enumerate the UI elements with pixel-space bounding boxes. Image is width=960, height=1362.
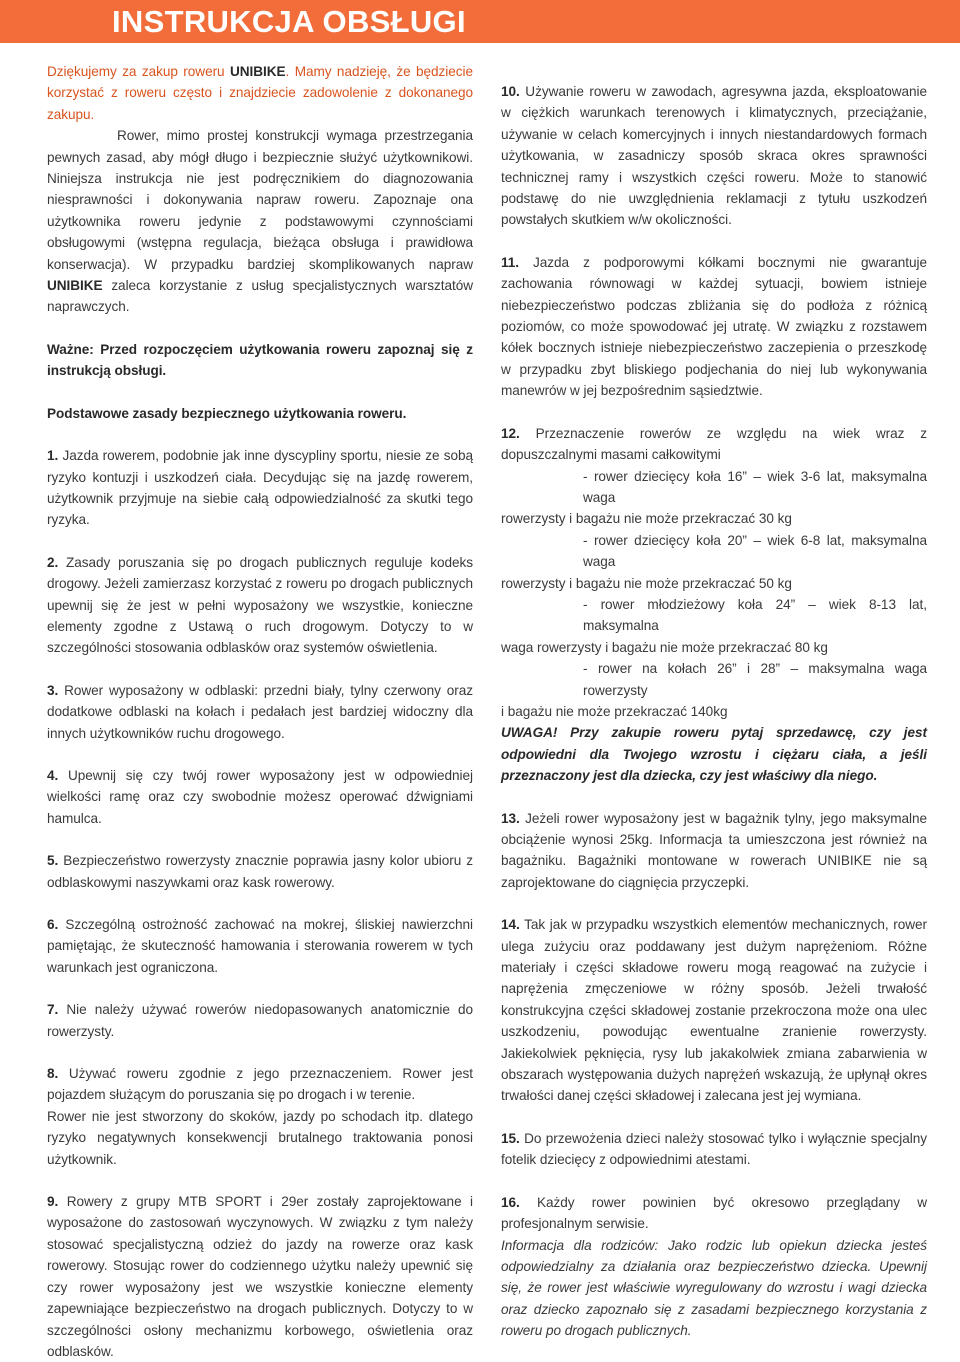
- rule-number: 6.: [47, 917, 59, 932]
- rule-item: [47, 999, 473, 1042]
- brand-name: UNIBIKE: [230, 64, 286, 79]
- intro-text: zaleca korzystanie z usług specjalistycznych warsztatów naprawczych.: [47, 278, 473, 315]
- rule-extra-text: Rower nie jest stworzony do skoków, jazdy po schodach itp. dlatego ryzyko negatywnych konsekwencji brutalnego traktowania ponosi użytkownik.: [47, 1108, 473, 1167]
- age-limit-line: waga rowerzysty i bagażu nie może przekraczać 80 kg: [501, 639, 828, 655]
- rule-text: Upewnij się czy twój rower wyposażony jest w odpowiedniej wielkości ramę oraz czy swobodnie możesz operować dźwigniami hamulca.: [47, 767, 473, 826]
- intro-paragraph-1: [47, 61, 473, 125]
- rule-text: Rowery z grupy MTB SPORT i 29er zostały zaprojektowane i wyposażone do zastosowań wyczynowych. W związku z tym należy stosować specjalistyczną odzież do jazdy na rowerze oraz kask rowerowy. Stosując rower do codziennego użytku należy upewnić się czy rower wyposażony jest we wszystkie konieczne elementy zapewniające bezpieczeństwo na drogach publicznych. Dotyczy to w szczególności osłony mechanizmu korbowego, oświetlenia oraz odblasków.: [47, 1194, 473, 1359]
- rule-text: Jazda rowerem, podobnie jak inne dyscypliny sportu, niesie ze sobą ryzyko kontuzji i uszkodzeń ciała. Decydując się na jazdę rowerem, użytkownik przyjmuje na siebie całą odpowiedzialność za skutki tego ryzyka.: [47, 448, 473, 528]
- rule-item: [47, 1191, 473, 1362]
- rules-heading: Podstawowe zasady bezpiecznego użytkowania roweru.: [47, 405, 407, 421]
- rule-item: [501, 423, 927, 466]
- rule-item: [47, 1063, 473, 1106]
- rule-number: 14.: [501, 917, 520, 933]
- page-title: INSTRUKCJA OBSŁUGI: [112, 4, 466, 39]
- rule-number: 13.: [501, 810, 520, 826]
- rule-text: Używanie roweru w zawodach, agresywna jazda, eksploatowanie w ciężkich warunkach terenowych i klimatycznych, przeciążanie, używanie w celach komercyjnych i innych niestandardowych formach użytkowania, w zasadniczy sposób skraca okres sprawności technicznej ramy i wszystkich części roweru. Może to stanowić podstawę do nie uwzględnienia reklamacji z tytułu uszkodzeń powstałych skutkiem w/w okoliczności.: [501, 84, 927, 228]
- rule-number: 5.: [47, 853, 59, 869]
- rule-item: [47, 552, 473, 659]
- age-limit-line: i bagażu nie może przekraczać 140kg: [501, 703, 728, 719]
- important-notice: Ważne: Przed rozpoczęciem użytkowania roweru zapoznaj się z instrukcją obsługi.: [47, 341, 473, 379]
- rule-number: 1.: [47, 448, 59, 464]
- rule-number: 4.: [47, 767, 59, 783]
- intro-text: Rower, mimo prostej konstrukcji wymaga przestrzegania pewnych zasad, aby mógł długo i bezpiecznie służyć użytkownikowi. Niniejsza instrukcja nie jest podręcznikiem do diagnozowania niesprawności i dokonywania napraw roweru. Zapoznaje ona użytkownika roweru jedynie z podstawowymi czynnościami obsługowymi (wstępna regulacja, bieżąca obsługa i prawidłowa konserwacja). W przypadku bardziej skomplikowanych napraw: [47, 128, 473, 272]
- rule-number: 7.: [47, 1002, 59, 1018]
- brand-name: UNIBIKE: [47, 278, 103, 294]
- rule-item: [501, 252, 927, 402]
- rule-text: Jeżeli rower wyposażony jest w bagażnik tylny, jego maksymalne obciążenie wynosi 25kg. Informacja ta umieszczona jest również na bagażniku. Bagażniki montowane w rowerach UNIBIKE nie są zaprojektowane do ciągnięcia przyczepki.: [501, 810, 927, 890]
- rule-item: [501, 1128, 927, 1171]
- rule-text: Jazda z podporowymi kółkami bocznymi nie gwarantuje zachowania równowagi w każdej sytuacji, bowiem istnieje niebezpieczeństwo podczas zbliżania się do podłoża z różnicą poziomów, co może spowodować jej utratę. W związku z rozstawem kółek bocznych istnieje niebezpieczeństwo zaczepienia o przeszkodę w przypadku zbyt bliskiego podjechania do niej lub wykonywania manewrów w jej bezpośrednim sąsiedztwie.: [501, 254, 927, 399]
- age-limit-line: rowerzysty i bagażu nie może przekraczać 30 kg: [501, 511, 792, 527]
- rule-number: 16.: [501, 1194, 520, 1210]
- rule-text: Tak jak w przypadku wszystkich elementów mechanicznych, rower ulega zużyciu oraz poddawany jest dużym naprężeniom. Różne materiały i części składowe roweru mogą reagować na zużycie i naprężenia zmęczeniowe w różny sposób. Jeżeli trwałość konstrukcyjna części składowej zostanie przekroczona może ona ulec uszkodzeniu, powodując ewentualne zranienie rowerzysty. Jakiekolwiek pęknięcia, rysy lub jakakolwiek zmiana zabarwienia w obszarach występowania dużych naprężeń wskazują, że upłynął okres trwałości danej części składowej i zalecana jest jej wymiana.: [501, 917, 927, 1104]
- warning-text: UWAGA! Przy zakupie roweru pytaj sprzedawcę, czy jest odpowiedni dla Twojego wzrostu i ciężaru ciała, a jeśli przeznaczony jest dla dziecka, czy jest właściwy dla niego.: [501, 725, 927, 784]
- rule-text: Rower wyposażony w odblaski: przedni biały, tylny czerwony oraz dodatkowe odblaski na kołach i pedałach jest bardziej widoczny dla innych użytkowników ruchu drogowego.: [47, 682, 473, 741]
- rule-item: [501, 808, 927, 894]
- rule-text: Używać roweru zgodnie z jego przeznaczeniem. Rower jest pojazdem służącym do poruszania się po drogach i w terenie.: [47, 1066, 473, 1103]
- rule-text: Szczególną ostrożność zachować na mokrej, śliskiej nawierzchni pamiętając, że skuteczność hamowania i sterowania rowerem w tych warunkach jest ograniczona.: [47, 917, 473, 975]
- rule-item: [501, 81, 927, 231]
- age-limit-line: rowerzysty i bagażu nie może przekraczać 50 kg: [501, 575, 792, 591]
- left-column: [47, 61, 473, 1362]
- rule-text: Do przewożenia dzieci należy stosować tylko i wyłącznie specjalny fotelik dziecięcy z odpowiednimi atestami.: [501, 1130, 927, 1168]
- intro-paragraph-2: [47, 125, 473, 318]
- intro-text: Dziękujemy za zakup roweru: [47, 64, 230, 79]
- intro-text: . Mamy nadzieję, że będziecie korzystać z roweru często i znajdziecie zadowolenie z dokonanego zakupu.: [47, 64, 473, 122]
- rule-number: 3.: [47, 682, 59, 698]
- right-column: [501, 81, 927, 1342]
- rule-text: Nie należy używać rowerów niedopasowanych anatomicznie do rowerzysty.: [47, 1002, 473, 1039]
- rule-item: [47, 914, 473, 978]
- rule-item: [47, 445, 473, 531]
- rule-number: 12.: [501, 425, 520, 441]
- rule-number: 9.: [47, 1194, 59, 1210]
- header-banner: [0, 0, 960, 43]
- age-limit-line: - rower na kołach 26” i 28” – maksymalna waga rowerzysty: [583, 661, 927, 698]
- rule-number: 8.: [47, 1066, 59, 1082]
- rule-item: [47, 850, 473, 893]
- rule-number: 2.: [47, 554, 59, 570]
- rule-item: [501, 914, 927, 1107]
- rule-text: Każdy rower powinien być okresowo przeglądany w profesjonalnym serwisie.: [501, 1194, 927, 1232]
- rule-number: 10.: [501, 84, 520, 99]
- rule-text: Zasady poruszania się po drogach publicznych reguluje kodeks drogowy. Jeżeli zamierzasz korzystać z roweru po drogach publicznych upewnij się że jest w pełni wyposażony we wszystkie, konieczne elementy zgodne z Ustawą o ruch drogowym. Dotyczy to w szczególności stosowania odblasków oraz systemów oświetlenia.: [47, 554, 473, 656]
- rule-item: [501, 1192, 927, 1235]
- age-limit-line: - rower dziecięcy koła 20” – wiek 6-8 lat, maksymalna waga: [583, 532, 927, 570]
- rule-text: Przeznaczenie rowerów ze względu na wiek wraz z dopuszczalnymi masami całkowitymi: [501, 425, 927, 463]
- rule-number: 11.: [501, 254, 519, 270]
- parents-note: Informacja dla rodziców: Jako rodzic lub opiekun dziecka jesteś odpowiedzialny za działania oraz bezpieczeństwo dziecka. Upewnij się, że rower jest właściwie wyregulowany do wzrostu i wagi dziecka oraz dziecko zapoznało się z zasadami bezpiecznego korzystania z roweru po drogach publicznych.: [501, 1237, 927, 1339]
- age-limit-line: - rower dziecięcy koła 16” – wiek 3-6 lat, maksymalna waga: [583, 468, 927, 505]
- age-limit-line: - rower młodzieżowy koła 24” – wiek 8-13 lat, maksymalna: [583, 596, 927, 634]
- rule-text: Bezpieczeństwo rowerzysty znacznie poprawia jasny kolor ubioru z odblaskowymi naszywkami oraz kask rowerowy.: [47, 853, 473, 890]
- rule-number: 15.: [501, 1130, 520, 1146]
- rule-item: [47, 680, 473, 744]
- rule-item: [47, 765, 473, 829]
